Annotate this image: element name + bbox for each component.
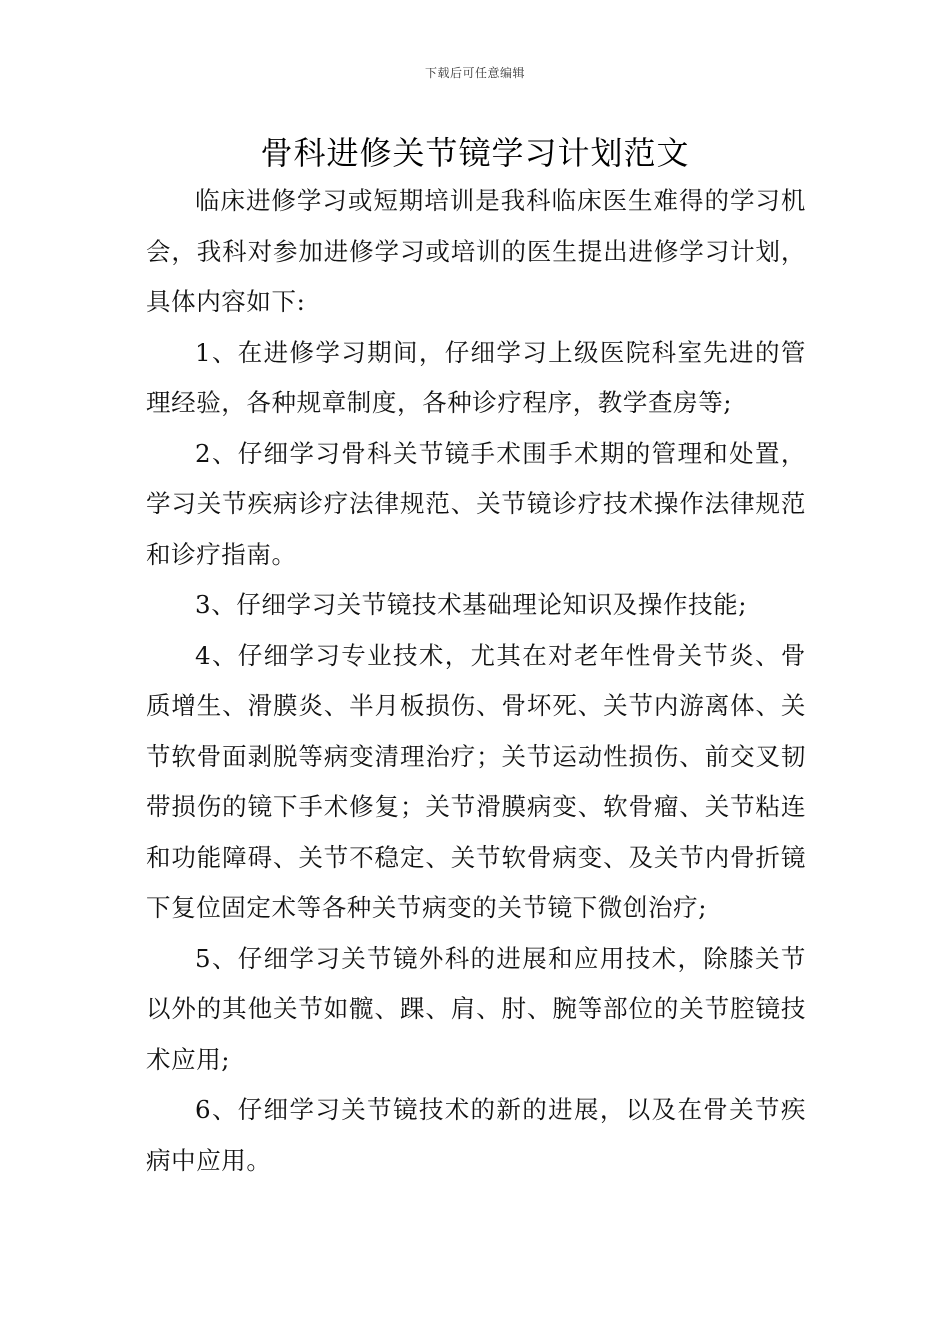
paragraph-item-6: 6、仔细学习关节镜技术的新的进展，以及在骨关节疾病中应用。 bbox=[146, 1095, 806, 1175]
header-note: 下载后可任意编辑 bbox=[424, 66, 525, 80]
document-body bbox=[146, 176, 806, 1186]
paragraph-item-3: 3、仔细学习关节镜技术基础理论知识及操作技能; bbox=[195, 590, 748, 619]
paragraph-item-5: 5、仔细学习关节镜外科的进展和应用技术，除膝关节以外的其他关节如髋、踝、肩、肘、腕等部位的关节腔镜技术应用; bbox=[146, 943, 806, 1074]
document-title: 骨科进修关节镜学习计划范文 bbox=[260, 134, 690, 172]
paragraph-item-1: 1、在进修学习期间，仔细学习上级医院科室先进的管理经验，各种规章制度，各种诊疗程序，教学查房等; bbox=[146, 337, 806, 417]
paragraph-intro: 临床进修学习或短期培训是我科临床医生难得的学习机会，我科对参加进修学习或培训的医生提出进修学习计划，具体内容如下: bbox=[146, 186, 806, 316]
paragraph-item-2: 2、仔细学习骨科关节镜手术围手术期的管理和处置，学习关节疾病诊疗法律规范、关节镜诊疗技术操作法律规范和诊疗指南。 bbox=[146, 438, 806, 569]
paragraph-item-4: 4、仔细学习专业技术，尤其在对老年性骨关节炎、骨质增生、滑膜炎、半月板损伤、骨坏死、关节内游离体、关节软骨面剥脱等病变清理治疗；关节运动性损伤、前交叉韧带损伤的镜下手术修复；关节滑膜病变、软骨瘤、关节粘连和功能障碍、关节不稳定、关节软骨病变、及关节内骨折镜下复位固定术等各种关节病变的关节镜下微创治疗; bbox=[146, 640, 806, 922]
